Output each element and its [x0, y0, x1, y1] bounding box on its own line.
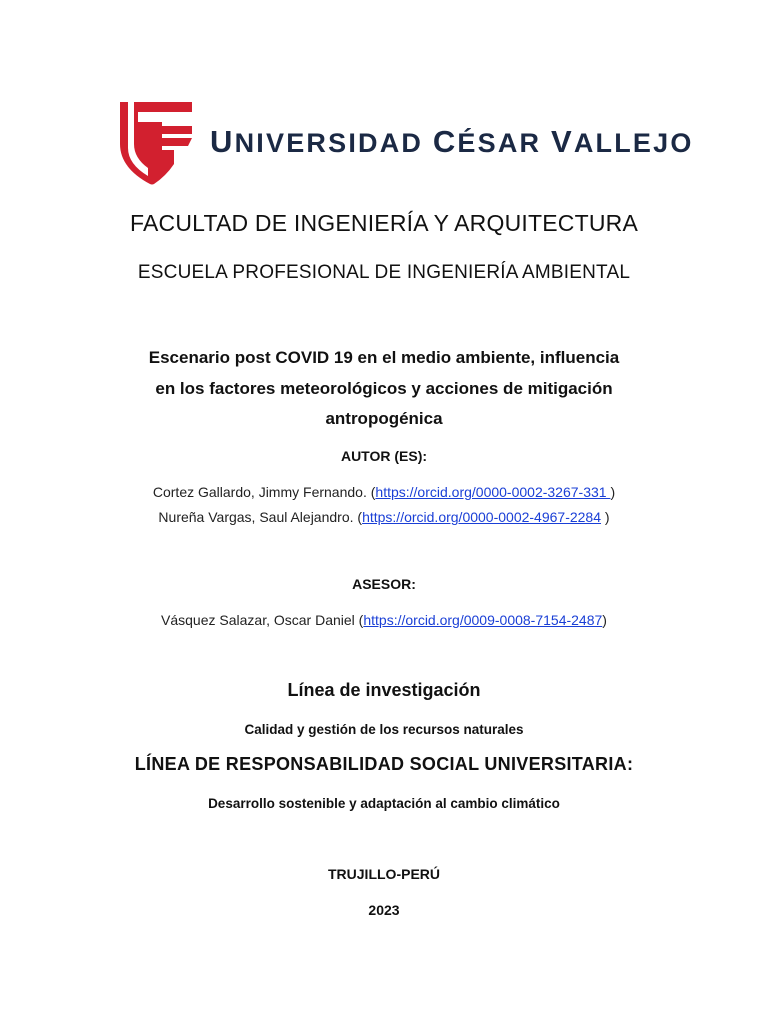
thesis-title-line-2: en los factores meteorológicos y acciones de mitigación	[155, 379, 613, 398]
thesis-title-line-1: Escenario post COVID 19 en el medio ambiente, influencia	[148, 348, 620, 367]
school-name: ESCUELA PROFESIONAL DE INGENIERÍA AMBIENTAL	[137, 262, 631, 283]
research-line-value: Calidad y gestión de los recursos naturales	[244, 722, 524, 737]
authors-label: AUTOR (ES):	[340, 448, 428, 464]
author-close-paren: )	[601, 509, 610, 525]
social-responsibility-value: Desarrollo sostenible y adaptación al cambio climático	[208, 796, 560, 811]
research-line-label: Línea de investigación	[287, 680, 481, 700]
ucv-shield-logo-icon	[118, 98, 198, 186]
advisor-orcid-link[interactable]: https://orcid.org/0009-0008-7154-2487	[363, 612, 603, 628]
year: 2023	[368, 902, 400, 918]
university-name: UNIVERSIDAD CÉSAR VALLEJO	[210, 124, 694, 159]
author-close-paren: )	[610, 484, 616, 500]
advisor-label: ASESOR:	[352, 576, 416, 592]
university-header	[118, 98, 694, 188]
author-name: Cortez Gallardo, Jimmy Fernando. (	[152, 484, 376, 500]
author-name: Nureña Vargas, Saul Alejandro. (	[158, 509, 363, 525]
faculty-name: FACULTAD DE INGENIERÍA Y ARQUITECTURA	[130, 210, 638, 236]
author-orcid-link[interactable]: https://orcid.org/0000-0002-4967-2284	[362, 509, 602, 525]
location: TRUJILLO-PERÚ	[328, 866, 440, 882]
thesis-title-line-3: antropogénica	[325, 409, 443, 428]
author-entry	[0, 484, 768, 500]
author-orcid-link[interactable]: https://orcid.org/0000-0002-3267-331	[375, 484, 611, 500]
advisor-name: Vásquez Salazar, Oscar Daniel (	[161, 612, 364, 628]
author-entry	[0, 509, 768, 525]
social-responsibility-label: LÍNEA DE RESPONSABILIDAD SOCIAL UNIVERSITARIA:	[134, 754, 634, 774]
advisor-entry	[0, 612, 768, 628]
advisor-close-paren: )	[602, 612, 607, 628]
